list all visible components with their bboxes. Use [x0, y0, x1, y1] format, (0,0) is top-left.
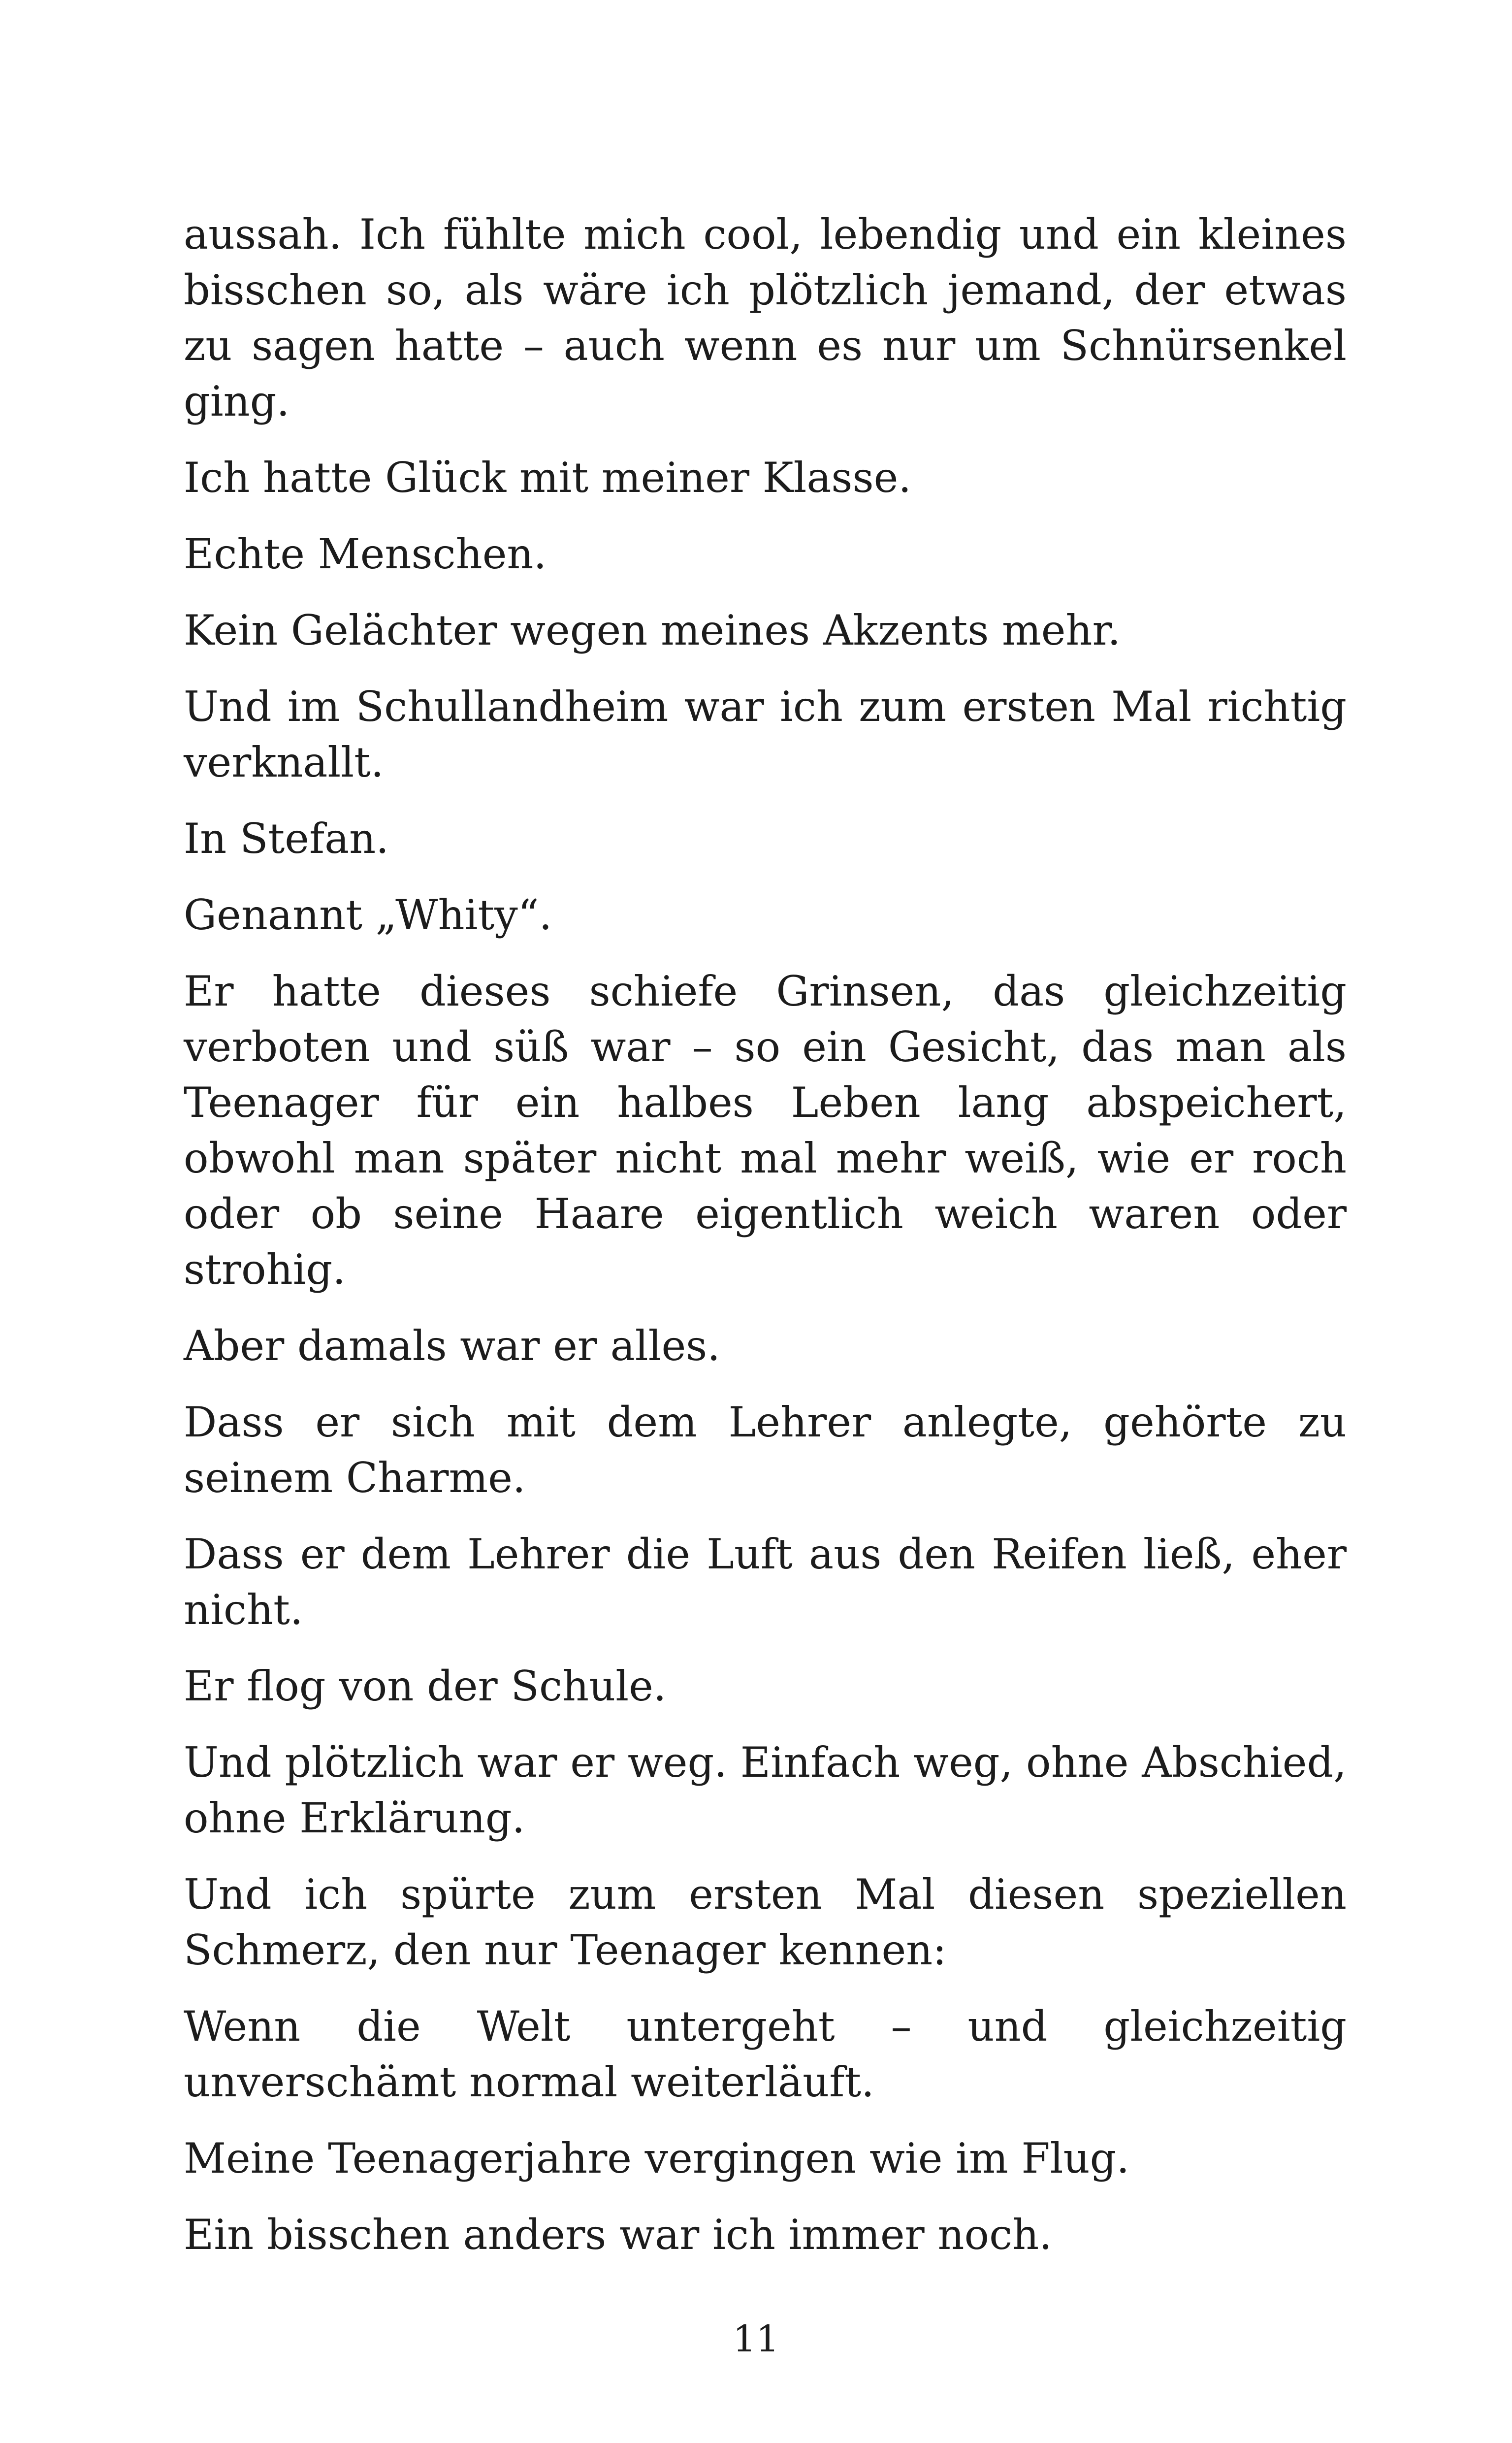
paragraph: Und im Schullandheim war ich zum ersten Mal richtig verknallt. — [184, 683, 1347, 786]
paragraph: aussah. Ich fühlte mich cool, lebendig und ein kleines bisschen so, als wäre ich plötzlich jemand, der etwas zu sagen hatte – auch wenn es nur um Schnürsenkel ging. — [184, 210, 1347, 425]
page-number: 11 — [733, 2318, 779, 2360]
body-text — [184, 207, 1347, 2283]
paragraph: Und plötzlich war er weg. Einfach weg, ohne Abschied, ohne Erklärung. — [184, 1738, 1347, 1842]
paragraph: In Stefan. — [184, 814, 389, 863]
paragraph: Ich hatte Glück mit meiner Klasse. — [184, 454, 912, 502]
paragraph: Genannt „Whity“. — [184, 891, 552, 939]
paragraph: Aber damals war er alles. — [184, 1322, 720, 1370]
paragraph: Ein bisschen anders war ich immer noch. — [184, 2211, 1052, 2259]
paragraph: Dass er dem Lehrer die Luft aus den Reifen ließ, eher nicht. — [184, 1530, 1347, 1634]
paragraph: Meine Teenagerjahre vergingen wie im Flug. — [184, 2134, 1130, 2182]
paragraph: Wenn die Welt untergeht – und gleichzeitig unverschämt normal weiterläuft. — [184, 2002, 1347, 2106]
paragraph: Und ich spürte zum ersten Mal diesen speziellen Schmerz, den nur Teenager kennen: — [184, 1870, 1347, 1974]
paragraph: Er hatte dieses schiefe Grinsen, das gleichzeitig verboten und süß war – so ein Gesicht, das man als Teenager für ein halbes Leben lang abspeichert, obwohl man später nicht mal mehr weiß, wie er roch oder ob seine Haare eigentlich weich waren oder strohig. — [184, 967, 1347, 1294]
paragraph: Dass er sich mit dem Lehrer anlegte, gehörte zu seinem Charme. — [184, 1398, 1347, 1502]
paragraph: Kein Gelächter wegen meines Akzents mehr. — [184, 606, 1121, 654]
paragraph: Echte Menschen. — [184, 530, 547, 578]
paragraph: Er flog von der Schule. — [184, 1662, 667, 1710]
